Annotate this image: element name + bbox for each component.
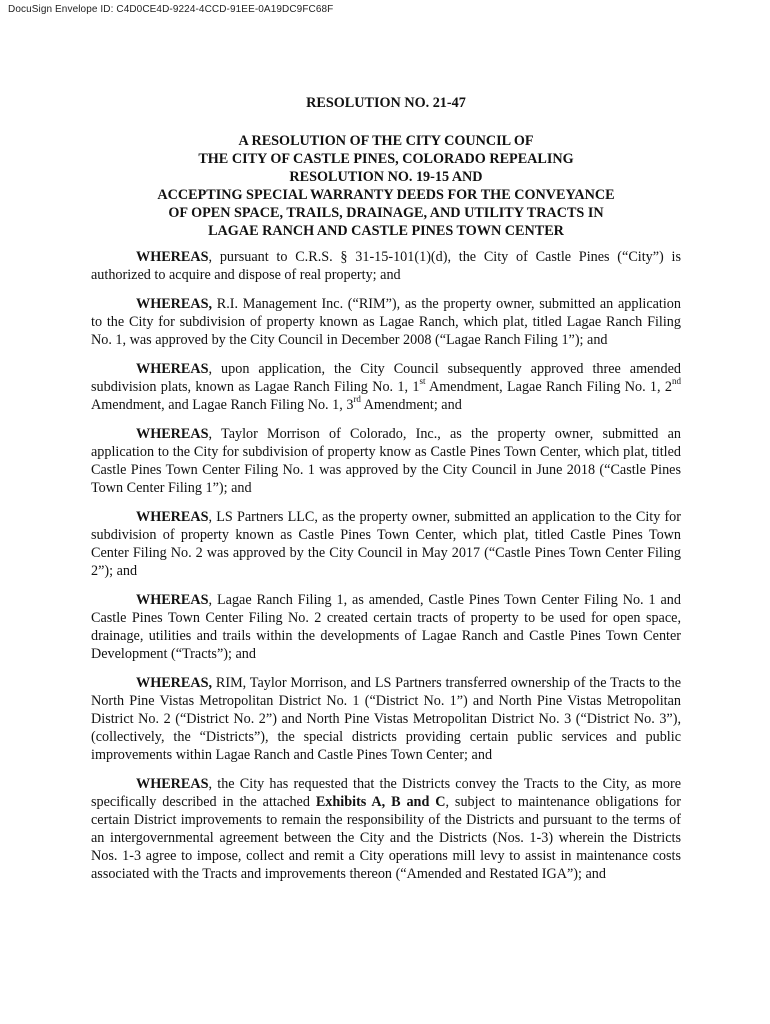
- whereas-clauses: [91, 248, 681, 883]
- clause-text: , Lagae Ranch Filing 1, as amended, Castle Pines Town Center Filing No. 1 and Castle Pines Town Center Filing No. 2 created certain tracts of property to be used for open space, drainage, utilities and trails within the developments of Lagae Ranch and Castle Pines Town Center Development (“Tracts”); and: [91, 592, 681, 662]
- resolution-number: RESOLUTION NO. 21-47: [306, 95, 466, 111]
- title-line: LAGAE RANCH AND CASTLE PINES TOWN CENTER: [208, 223, 564, 239]
- clause-text: , the City has requested that the Districts convey the Tracts to the City, as more specifically described in the attached: [91, 776, 681, 810]
- whereas-lead: WHEREAS: [136, 426, 209, 442]
- title-line: ACCEPTING SPECIAL WARRANTY DEEDS FOR THE CONVEYANCE: [157, 187, 615, 203]
- resolution-title: [91, 132, 681, 240]
- resolution-document: [91, 94, 681, 894]
- whereas-clause: [91, 295, 681, 349]
- clause-text: , subject to maintenance obligations for certain District improvements to remain the responsibility of the Districts and pursuant to the terms of an intergovernmental agreement between the City and the Districts (Nos. 1-3) wherein the Districts Nos. 1-3 agree to impose, collect and remit a City operations mill levy to assist in maintenance costs associated with the Tracts and improvements thereon (“Amended and Restated IGA”); and: [91, 794, 681, 882]
- docusign-envelope-id: DocuSign Envelope ID: C4D0CE4D-9224-4CCD-91EE-0A19DC9FC68F: [8, 4, 334, 15]
- whereas-lead: WHEREAS,: [136, 675, 213, 691]
- title-line: A RESOLUTION OF THE CITY COUNCIL OF: [238, 133, 534, 149]
- clause-text: Amendment; and: [360, 397, 462, 413]
- whereas-clause: [91, 674, 681, 764]
- clause-text: , LS Partners LLC, as the property owner, submitted an application to the City for subdivision of property known as Castle Pines Town Center, which plat, titled Castle Pines Town Center Filing No. 2 was approved by the City Council in May 2017 (“Castle Pines Town Center Filing 2”); and: [91, 509, 681, 579]
- ordinal-superscript: nd: [671, 376, 681, 387]
- whereas-clause: [91, 508, 681, 580]
- clause-text: , upon application, the City Council subsequently approved three amended subdivision plats, known as Lagae Ranch Filing No. 1, 1: [91, 361, 681, 395]
- ordinal-superscript: rd: [353, 394, 361, 405]
- whereas-lead: WHEREAS: [136, 592, 209, 608]
- clause-text: Amendment, and Lagae Ranch Filing No. 1, 3: [91, 397, 354, 413]
- whereas-clause: [91, 591, 681, 663]
- whereas-lead: WHEREAS,: [136, 296, 213, 312]
- whereas-clause: [91, 248, 681, 284]
- whereas-lead: WHEREAS: [136, 509, 209, 525]
- whereas-clause: [91, 425, 681, 497]
- title-line: RESOLUTION NO. 19-15 AND: [289, 169, 483, 185]
- whereas-lead: WHEREAS: [136, 249, 209, 265]
- clause-text: , Taylor Morrison of Colorado, Inc., as the property owner, submitted an application to the City for subdivision of property know as Castle Pines Town Center, which plat, titled Castle Pines Town Center Filing No. 1 was approved by the City Council in June 2018 (“Castle Pines Town Center Filing 1”); and: [91, 426, 681, 496]
- clause-text: RIM, Taylor Morrison, and LS Partners transferred ownership of the Tracts to the North Pine Vistas Metropolitan District No. 1 (“District No. 1”) and North Pine Vistas Metropolitan District No. 2 (“District No. 2”) and North Pine Vistas Metropolitan District No. 3 (“District No. 3”), (collectively, the “Districts”), the special districts providing certain public services and public improvements within Lagae Ranch and Castle Pines Town Center; and: [91, 675, 681, 763]
- title-line: OF OPEN SPACE, TRAILS, DRAINAGE, AND UTILITY TRACTS IN: [168, 205, 604, 221]
- clause-text: , pursuant to C.R.S. § 31-15-101(1)(d), the City of Castle Pines (“City”) is authorized to acquire and dispose of real property; and: [91, 249, 681, 283]
- title-line: THE CITY OF CASTLE PINES, COLORADO REPEALING: [198, 151, 574, 167]
- whereas-clause: [91, 360, 681, 414]
- whereas-lead: WHEREAS: [136, 361, 209, 377]
- ordinal-superscript: st: [419, 376, 426, 387]
- clause-text: R.I. Management Inc. (“RIM”), as the property owner, submitted an application to the City for subdivision of property known as Lagae Ranch, which plat, titled Lagae Ranch Filing No. 1, was approved by the City Council in December 2008 (“Lagae Ranch Filing 1”); and: [91, 296, 681, 348]
- clause-text: Amendment, Lagae Ranch Filing No. 1, 2: [425, 379, 672, 395]
- exhibit-reference: Exhibits A, B and C: [315, 794, 446, 810]
- whereas-lead: WHEREAS: [136, 776, 209, 792]
- whereas-clause: [91, 775, 681, 883]
